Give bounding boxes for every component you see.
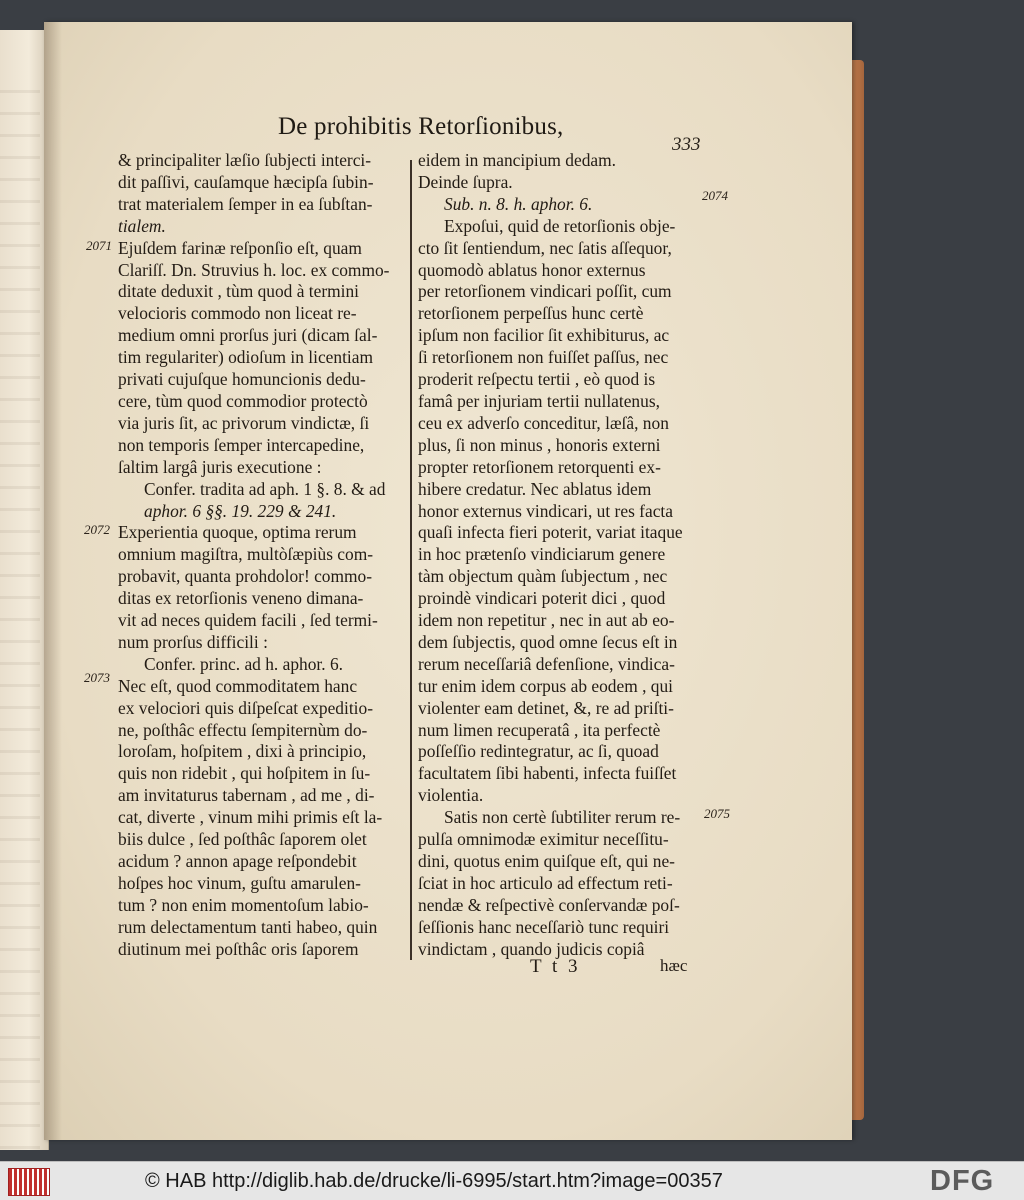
text-line: am invitaturus tabernam , ad me , di-	[118, 785, 375, 806]
text-line: trat materialem ſemper in ea ſubſtan-	[118, 193, 373, 214]
margin-number-2071: 2071	[86, 238, 112, 253]
text-line: hibere credatur. Nec ablatus idem	[418, 478, 652, 499]
text-line: pulſa omnimodæ eximitur neceſſitu-	[418, 829, 669, 850]
text-line: idem non repetitur , nec in aut ab eo-	[418, 610, 675, 631]
text-line: omnium magiſtra, multòſæpiùs com-	[118, 544, 374, 565]
text-line: Ejuſdem farinæ reſponſio eſt, quam	[118, 237, 362, 258]
footer-copyright-link[interactable]: © HAB http://diglib.hab.de/drucke/li-6995/start.htm?image=00357	[145, 1170, 723, 1192]
margin-number-2075: 2075	[704, 806, 730, 821]
text-line: vindictam , quando judicis copiâ	[418, 938, 645, 959]
facing-page-edge	[0, 30, 49, 1150]
text-line: Sub. n. 8. h. aphor. 6.	[444, 193, 593, 214]
text-line: loroſam, hoſpitem , dixi à principio,	[118, 741, 367, 762]
gutter-shadow	[44, 22, 62, 1140]
text-line: rum delectamentum tanti habeo, quin	[118, 916, 378, 937]
text-line: quomodò ablatus honor externus	[418, 259, 646, 280]
text-line: aphor. 6 §§. 19. 229 & 241.	[144, 500, 337, 521]
footer-bar	[0, 1161, 1024, 1200]
text-line: num limen recuperatâ , ita perfectè	[418, 719, 661, 740]
text-line: acidum ? annon apage reſpondebit	[118, 851, 357, 871]
text-line: tialem.	[118, 215, 166, 236]
text-line: honor externus vindicari, ut res facta	[418, 500, 673, 521]
text-line: nendæ & reſpectivè conſervandæ poſ-	[418, 894, 680, 915]
text-line: cere, tùm quod commodior protectò	[118, 390, 368, 411]
text-line: eidem in mancipium dedam.	[418, 150, 617, 170]
text-line: Confer. tradita ad aph. 1 §. 8. & ad	[144, 478, 386, 499]
text-line: proindè vindicari poterit dici , quod	[418, 588, 666, 609]
text-line: velocioris commodo non liceat re-	[118, 303, 357, 324]
signature-mark: T t 3	[530, 956, 581, 977]
text-line: & principaliter læſio ſubjecti interci-	[118, 150, 372, 170]
text-line: diutinum mei poſthâc oris ſaporem	[118, 938, 359, 959]
text-line: Experientia quoque, optima rerum	[118, 522, 357, 543]
right-text-column	[418, 150, 708, 961]
text-line: retorſionem perpeſſus hunc certè	[418, 303, 644, 324]
text-line: poſſeſſio redintegratur, ac ſi, quoad	[418, 741, 659, 762]
text-line: rerum neceſſariâ defenſione, vindica-	[418, 653, 675, 674]
dfg-logo: DFG	[930, 1165, 995, 1197]
text-line: medium omni prorſus juri (dicam ſal-	[118, 325, 378, 346]
text-line: Expoſui, quid de retorſionis obje-	[444, 215, 676, 236]
text-line: ipſum non facilior ſit exhibiturus, ac	[418, 325, 670, 346]
text-line: tàm objectum quàm ſubjectum , nec	[418, 566, 668, 587]
text-line: probavit, quanta prohdolor! commo-	[118, 566, 373, 587]
text-line: per retorſionem vindicari poſſit, cum	[418, 281, 672, 302]
text-line: ex velociori quis diſpeſcat expeditio-	[118, 697, 373, 718]
page-fore-edge	[850, 60, 864, 1120]
text-line: ceu ex adverſo conceditur, læſâ, non	[418, 412, 669, 433]
text-line: propter retorſionem retorquenti ex-	[418, 456, 661, 477]
text-line: ditas ex retorſionis veneno dimana-	[118, 588, 364, 609]
text-line: Nec eſt, quod commoditatem hanc	[118, 675, 358, 696]
text-line: proderit reſpectu tertii , eò quod is	[418, 369, 656, 390]
text-line: quis non ridebit , qui hoſpitem in ſu-	[118, 763, 371, 784]
text-line: Confer. princ. ad h. aphor. 6.	[144, 653, 343, 674]
text-line: tum ? non enim momentoſum labio-	[118, 894, 369, 915]
text-line: ditate deduxit , tùm quod à termini	[118, 281, 360, 302]
text-line: cat, diverte , vinum mihi primis eſt la-	[118, 807, 383, 828]
text-line: facultatem ſibi habenti, infecta fuiſſet	[418, 763, 677, 784]
margin-number-2073: 2073	[84, 670, 110, 685]
text-line: violenter eam detinet, &, re ad priſti-	[418, 697, 674, 718]
text-line: via juris ſit, ac privorum vindictæ, ſi	[118, 412, 370, 433]
text-line: ſeſſionis hanc neceſſariò tunc requiri	[418, 916, 670, 937]
text-line: non temporis ſemper intercapedine,	[118, 434, 365, 455]
page-number: 333	[672, 134, 701, 155]
text-line: ſi retorſionem non fuiſſet paſſus, nec	[418, 347, 669, 368]
text-line: plus, ſi non minus , honoris externi	[418, 434, 661, 455]
text-line: violentia.	[418, 785, 484, 806]
margin-number-2074: 2074	[702, 188, 728, 203]
text-line: cto ſit ſentiendum, nec ſatis aſſequor,	[418, 237, 672, 258]
hab-logo-icon	[8, 1168, 50, 1196]
facing-page-text-bleed	[0, 90, 40, 1150]
running-head: De prohibitis Retorſionibus,	[278, 113, 564, 140]
text-line: vit ad neces quidem facili , ſed termi-	[118, 610, 378, 631]
text-line: hoſpes hoc vinum, guſtu amarulen-	[118, 872, 361, 893]
text-line: privati cujuſque homuncionis dedu-	[118, 369, 366, 390]
text-line: tim regulariter) odioſum in licentiam	[118, 347, 373, 368]
text-line: quaſi infecta fieri poterit, variat itaque	[418, 522, 683, 543]
text-line: ſaltim largâ juris executione :	[118, 456, 322, 477]
catchword: hæc	[660, 956, 688, 975]
text-line: Clariſſ. Dn. Struvius h. loc. ex commo-	[118, 259, 390, 280]
text-line: in hoc prætenſo vindiciarum genere	[418, 544, 666, 565]
column-divider	[410, 160, 412, 960]
text-line: dini, quotus enim quiſque eſt, qui ne-	[418, 851, 675, 871]
text-line: dit paſſivi, cauſamque hæcipſa ſubin-	[118, 171, 374, 192]
text-line: Satis non certè ſubtiliter rerum re-	[444, 807, 681, 828]
text-line: famâ per injuriam tertii nullatenus,	[418, 390, 660, 411]
text-line: tur enim idem corpus ab eodem , qui	[418, 675, 674, 696]
text-line: ſciat in hoc articulo ad effectum reti-	[418, 872, 673, 893]
text-line: dem ſubjectis, quod omne ſecus eſt in	[418, 631, 678, 652]
text-line: num prorſus difficili :	[118, 631, 268, 652]
left-text-column	[118, 150, 406, 961]
text-line: Deinde ſupra.	[418, 171, 513, 192]
text-line: biis dulce , ſed poſthâc ſaporem olet	[118, 829, 367, 850]
text-line: ne, poſthâc effectu ſempiternùm do-	[118, 719, 368, 740]
margin-number-2072: 2072	[84, 522, 110, 537]
